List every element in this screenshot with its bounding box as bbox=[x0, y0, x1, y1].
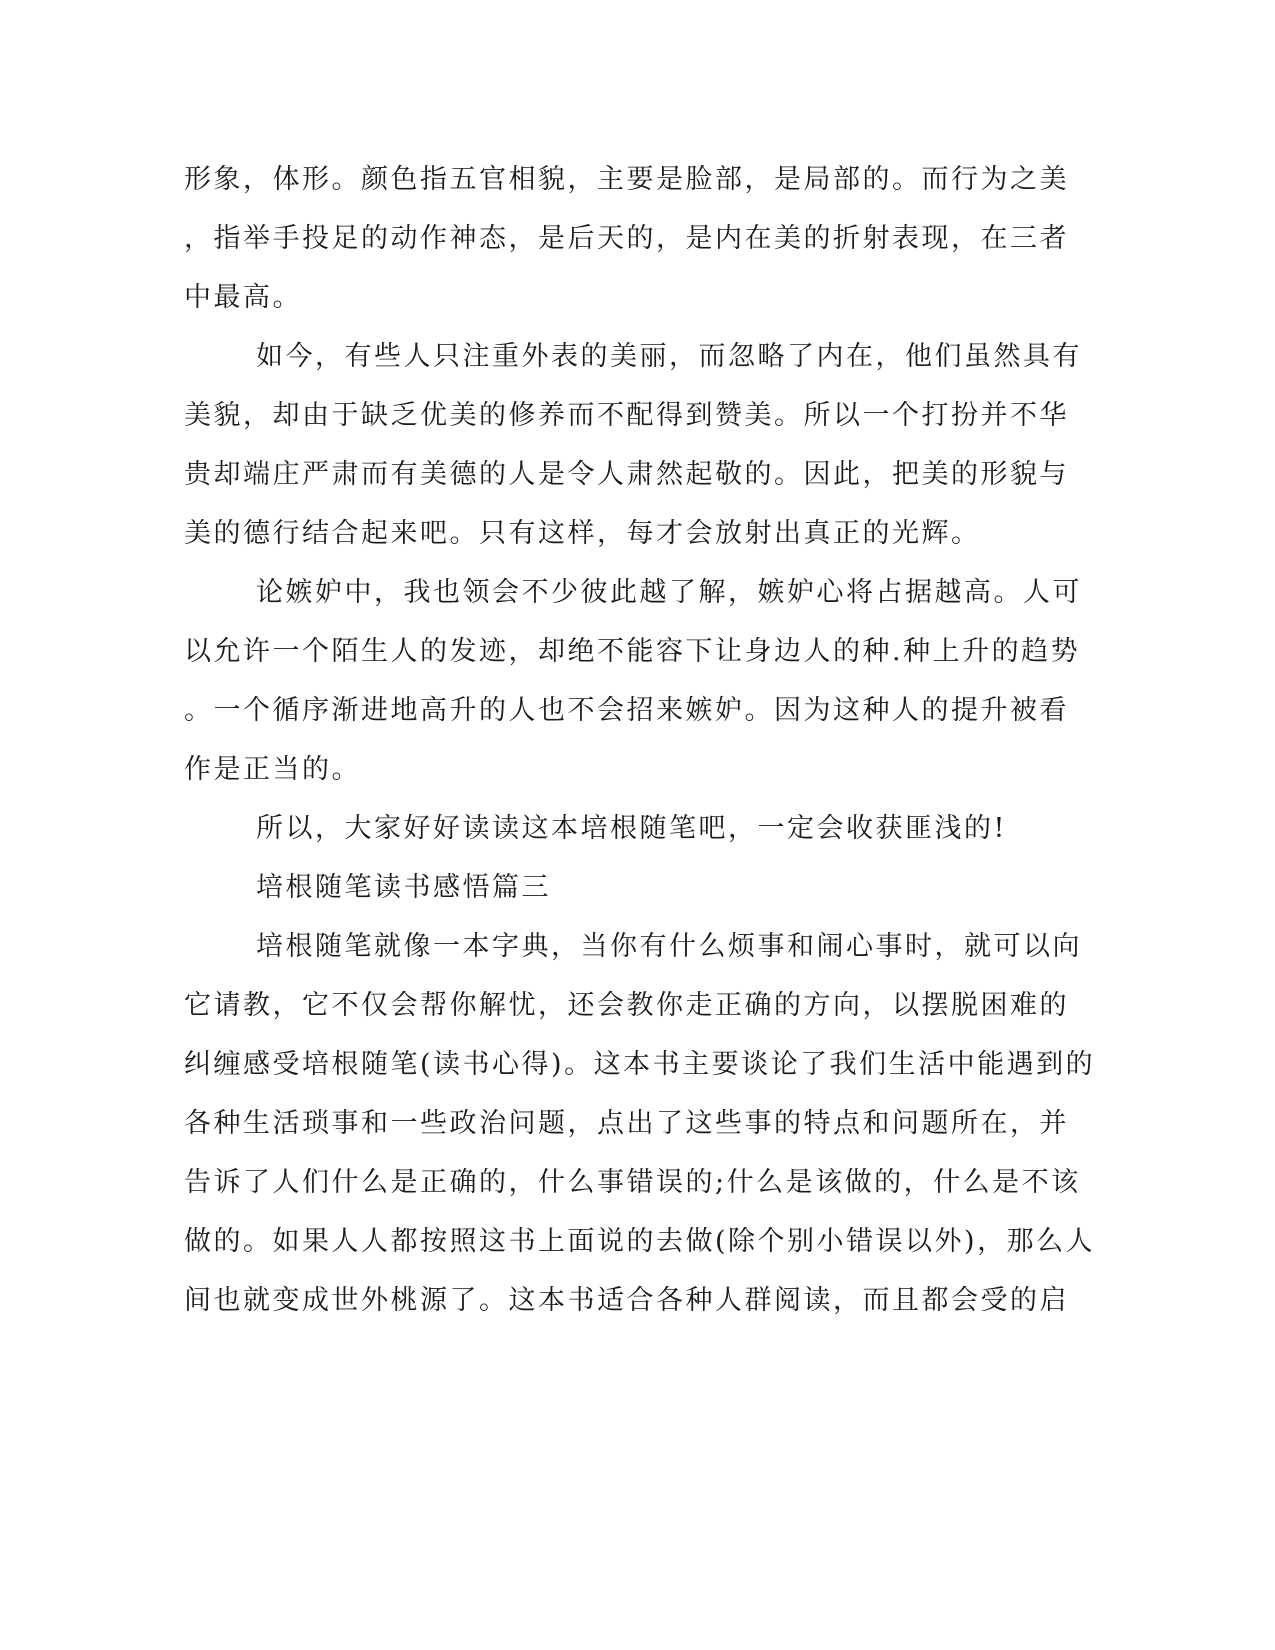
text-line: 作是正当的。 bbox=[184, 754, 361, 785]
paragraph-start-line: 培根随笔就像一本字典，当你有什么烦事和闹心事时，就可以向 bbox=[256, 931, 1082, 962]
section-heading: 培根随笔读书感悟篇三 bbox=[256, 872, 551, 903]
text-line: 各种生活琐事和一些政治问题，点出了这些事的特点和问题所在，并 bbox=[184, 1108, 1069, 1139]
text-line: 间也就变成世外桃源了。这本书适合各种人群阅读，而且都会受的启 bbox=[184, 1285, 1069, 1316]
text-line: 做的。如果人人都按照这书上面说的去做(除个别小错误以外)，那么人 bbox=[184, 1226, 1096, 1257]
text-line: 告诉了人们什么是正确的，什么事错误的;什么是该做的，什么是不该 bbox=[184, 1167, 1081, 1198]
text-line: ，指举手投足的动作神态，是后天的，是内在美的折射表现，在三者 bbox=[184, 223, 1069, 254]
text-line: 以允许一个陌生人的发迹，却绝不能容下让身边人的种.种上升的趋势 bbox=[184, 636, 1081, 667]
paragraph-start-line: 如今，有些人只注重外表的美丽，而忽略了内在，他们虽然具有 bbox=[256, 341, 1082, 372]
text-line: 美的德行结合起来吧。只有这样，每才会放射出真正的光辉。 bbox=[184, 518, 981, 549]
text-line: 贵却端庄严肃而有美德的人是令人肃然起敬的。因此，把美的形貌与 bbox=[184, 459, 1069, 490]
text-line: 中最高。 bbox=[184, 282, 302, 313]
text-line: 它请教，它不仅会帮你解忧，还会教你走正确的方向，以摆脱困难的 bbox=[184, 990, 1069, 1021]
text-line: 美貌，却由于缺乏优美的修养而不配得到赞美。所以一个打扮并不华 bbox=[184, 400, 1069, 431]
text-line: 纠缠感受培根随笔(读书心得)。这本书主要谈论了我们生活中能遇到的 bbox=[184, 1049, 1096, 1080]
text-line: 形象，体形。颜色指五官相貌，主要是脸部，是局部的。而行为之美 bbox=[184, 164, 1069, 195]
paragraph-start-line: 所以，大家好好读读这本培根随笔吧，一定会收获匪浅的! bbox=[256, 813, 1007, 844]
text-line: 。一个循序渐进地高升的人也不会招来嫉妒。因为这种人的提升被看 bbox=[184, 695, 1069, 726]
paragraph-start-line: 论嫉妒中，我也领会不少彼此越了解，嫉妒心将占据越高。人可 bbox=[256, 577, 1082, 608]
